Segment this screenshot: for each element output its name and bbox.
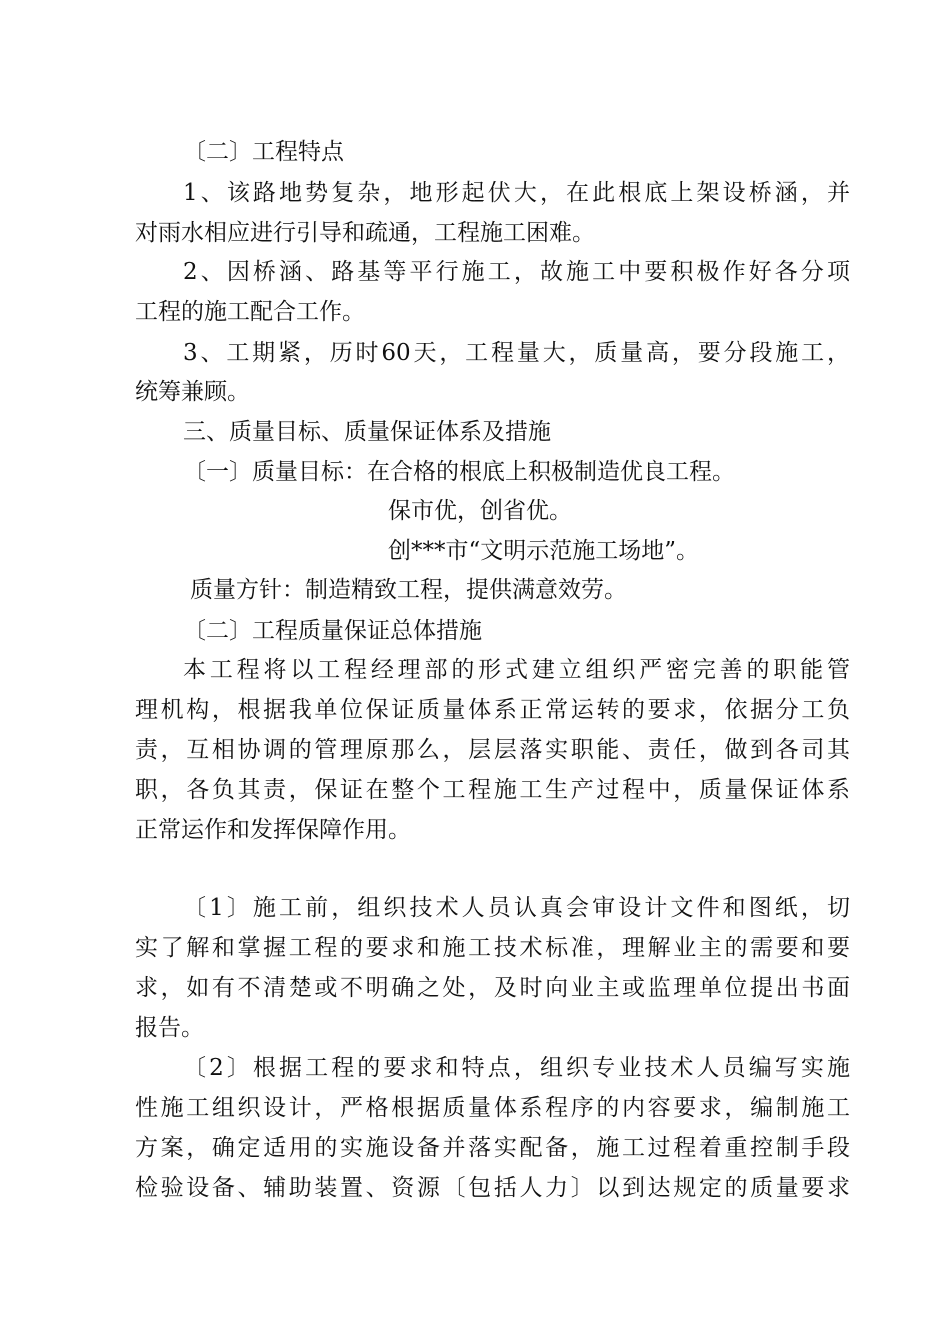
paragraph-line: 实了解和掌握工程的要求和施工技术标准，理解业主的需要和要	[135, 935, 850, 961]
paragraph-line: 正常运作和发挥保障作用。	[135, 817, 411, 843]
paragraph-line: 〔1〕施工前，组织技术人员认真会审设计文件和图纸，切	[183, 895, 850, 921]
section-heading-project-features: 〔二〕工程特点	[183, 139, 344, 165]
paragraph-line: 对雨水相应进行引导和疏通，工程施工困难。	[135, 220, 595, 246]
paragraph-line: 理机构，根据我单位保证质量体系正常运转的要求，依据分工负	[135, 697, 850, 723]
paragraph-line: 责，互相协调的管理原那么，层层落实职能、责任，做到各司其	[135, 737, 850, 763]
paragraph-line: 性施工组织设计，严格根据质量体系程序的内容要求，编制施工	[135, 1095, 850, 1121]
paragraph-line: 检验设备、辅助装置、资源〔包括人力〕以到达规定的质量要求	[135, 1175, 850, 1201]
paragraph-line: 保市优，创省优。	[388, 498, 572, 524]
paragraph-line: 统筹兼顾。	[135, 379, 250, 405]
paragraph-line: 创***市“文明示范施工场地”。	[388, 538, 700, 564]
paragraph-line: 本工程将以工程经理部的形式建立组织严密完善的职能管	[183, 657, 850, 683]
paragraph-line: 3、工期紧，历时60天，工程量大，质量高，要分段施工，	[183, 340, 850, 366]
section-heading-quality: 三、质量目标、质量保证体系及措施	[183, 419, 551, 445]
paragraph-line: 质量方针：制造精致工程，提供满意效劳。	[190, 577, 627, 603]
section-heading-quality-measures: 〔二〕工程质量保证总体措施	[183, 618, 482, 644]
paragraph-line: 职，各负其责，保证在整个工程施工生产过程中，质量保证体系	[135, 777, 850, 803]
paragraph-line: 报告。	[135, 1015, 204, 1041]
paragraph-line: 方案，确定适用的实施设备并落实配备，施工过程着重控制手段	[135, 1135, 850, 1161]
paragraph-line: 求，如有不清楚或不明确之处，及时向业主或监理单位提出书面	[135, 975, 850, 1001]
paragraph-line: 〔2〕根据工程的要求和特点，组织专业技术人员编写实施	[183, 1055, 850, 1081]
paragraph-line: 工程的施工配合工作。	[135, 299, 365, 325]
paragraph-line: 2、因桥涵、路基等平行施工，故施工中要积极作好各分项	[183, 259, 850, 285]
paragraph-line: 1、该路地势复杂，地形起伏大，在此根底上架设桥涵，并	[183, 180, 850, 206]
paragraph-line: 〔一〕质量目标：在合格的根底上积极制造优良工程。	[183, 459, 735, 485]
